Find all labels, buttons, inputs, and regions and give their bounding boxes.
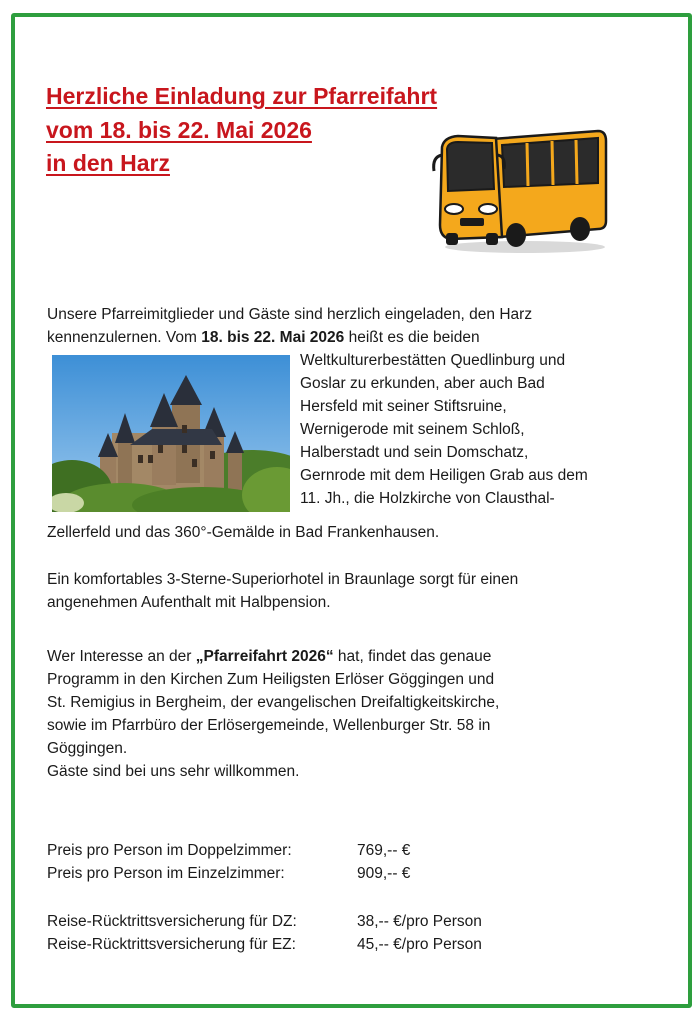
page-title (46, 80, 437, 181)
trip-name-bold: „Pfarreifahrt 2026“ (195, 648, 334, 665)
interest-line-2: Programm in den Kirchen Zum Heiligsten Erlöser Göggingen und (47, 671, 495, 688)
title-line-3: in den Harz (46, 150, 170, 176)
intro-line-2-end: heißt es die beiden (344, 329, 480, 346)
intro-wrap-1: Weltkulturerbestätten Quedlinburg und (300, 352, 566, 369)
insurance-row-ez (47, 934, 482, 957)
price-label: Preis pro Person im Einzelzimmer: (47, 865, 285, 882)
hotel-line-1: Ein komfortables 3-Sterne-Superiorhotel in Braunlage sorgt für einen (47, 571, 519, 588)
insurance-label: Reise-Rücktrittsversicherung für EZ: (47, 936, 296, 953)
interest-line-4: sowie im Pfarrbüro der Erlösergemeinde, Wellenburger Str. 58 in (47, 717, 491, 734)
title-line-1: Herzliche Einladung zur Pfarreifahrt (46, 83, 438, 109)
intro-wrap-5: Halberstadt und sein Domschatz, (300, 444, 529, 461)
interest-line-1-start: Wer Interesse an der (47, 648, 196, 665)
intro-line-2-start: kennenzulernen. Vom (47, 329, 202, 346)
price-row-double (47, 840, 411, 863)
price-row-single (47, 863, 411, 886)
insurance-label: Reise-Rücktrittsversicherung für DZ: (47, 913, 297, 930)
price-label: Preis pro Person im Doppelzimmer: (47, 842, 292, 859)
interest-line-1 (47, 646, 491, 669)
hotel-line-2: angenehmen Aufenthalt mit Halbpension. (47, 594, 331, 611)
intro-last-line: Zellerfeld und das 360°-Gemälde in Bad Frankenhausen. (47, 524, 440, 541)
intro-line-1: Unsere Pfarreimitglieder und Gäste sind herzlich eingeladen, den Harz (47, 306, 533, 323)
intro-wrap-6: Gernrode mit dem Heiligen Grab aus dem (300, 467, 588, 484)
intro-wrap-7: 11. Jh., die Holzkirche von Clausthal- (300, 490, 555, 507)
bus-illustration (430, 125, 610, 255)
interest-line-1-end: hat, findet das genaue (333, 648, 492, 665)
interest-line-3: St. Remigius in Bergheim, der evangelischen Dreifaltigkeitskirche, (47, 694, 500, 711)
intro-dates-bold: 18. bis 22. Mai 2026 (201, 329, 345, 346)
insurance-value: 38,-- €/pro Person (357, 913, 482, 930)
intro-wrap-4: Wernigerode mit seinem Schloß, (300, 421, 525, 438)
intro-line-2 (47, 327, 480, 350)
title-line-2: vom 18. bis 22. Mai 2026 (46, 116, 312, 143)
wernigerode-castle-photo (52, 355, 290, 512)
price-value: 909,-- € (357, 865, 411, 882)
intro-wrap-2: Goslar zu erkunden, aber auch Bad (300, 375, 545, 392)
intro-wrap-3: Hersfeld mit seiner Stiftsruine, (300, 398, 507, 415)
insurance-row-dz (47, 911, 482, 934)
insurance-value: 45,-- €/pro Person (357, 936, 482, 953)
interest-line-5: Göggingen. (47, 740, 128, 757)
interest-line-6: Gäste sind bei uns sehr willkommen. (47, 763, 300, 780)
price-value: 769,-- € (357, 842, 411, 859)
